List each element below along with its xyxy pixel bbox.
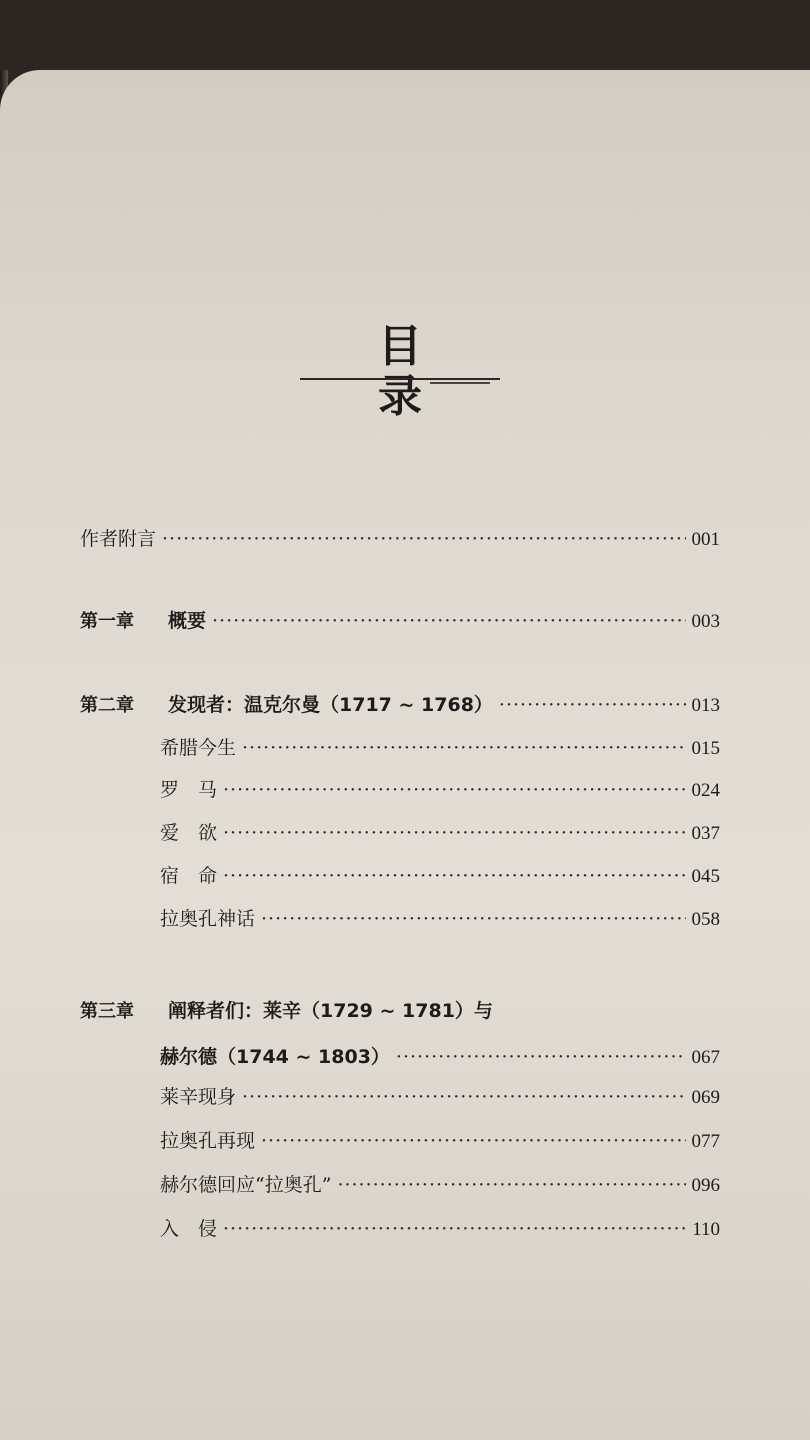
toc-entry-section[interactable] — [160, 773, 720, 807]
toc-page-number: 110 — [692, 1219, 720, 1240]
dot-leader — [223, 859, 685, 893]
toc-entry-section[interactable] — [160, 1212, 720, 1246]
toc-page-number: 069 — [691, 1087, 720, 1108]
title-underline-accent — [430, 382, 490, 384]
toc-entry-title: 概要 — [168, 610, 207, 632]
toc-entry-title: 爱 欲 — [160, 822, 218, 844]
toc-page-number: 058 — [691, 909, 720, 930]
toc-entry-section[interactable] — [160, 1124, 720, 1158]
dot-leader — [242, 731, 685, 765]
toc-entry-title: 拉奥孔再现 — [160, 1130, 256, 1152]
toc-entry-title: 罗 马 — [160, 779, 218, 801]
toc-entry-title: 希腊今生 — [160, 737, 237, 759]
toc-entry-section[interactable] — [160, 731, 720, 765]
toc-entry-title: 莱辛现身 — [160, 1086, 237, 1108]
dot-leader — [261, 902, 685, 936]
dot-leader — [337, 1168, 685, 1202]
toc-page-number: 067 — [691, 1047, 720, 1068]
toc-entry-chapter-2[interactable] — [80, 688, 720, 722]
toc-entry-section[interactable] — [160, 1168, 720, 1202]
chapter-number: 第三章 — [80, 1001, 134, 1022]
dot-leader — [223, 773, 685, 807]
toc-entry-title: 发现者：温克尔曼（1717 ~ 1768） — [168, 694, 493, 716]
toc-entry-title: 作者附言 — [80, 528, 157, 550]
toc-page-number: 024 — [691, 780, 720, 801]
toc-page-number: 003 — [691, 611, 720, 632]
toc-page-number: 001 — [691, 529, 720, 550]
title-underline — [300, 378, 500, 380]
toc-page-number: 037 — [691, 823, 720, 844]
dot-leader — [396, 1040, 686, 1074]
toc-page-number: 077 — [691, 1131, 720, 1152]
toc-entry-section[interactable] — [160, 816, 720, 850]
toc-entry-chapter-3-cont[interactable] — [160, 1040, 720, 1074]
toc-entry-title: 拉奥孔神话 — [160, 908, 256, 930]
toc-page-number: 013 — [691, 695, 720, 716]
chapter-number: 第一章 — [80, 611, 134, 632]
toc-entry-title: 入 侵 — [160, 1218, 218, 1240]
toc-entry-section[interactable] — [160, 859, 720, 893]
toc-entry-title: 阐释者们：莱辛（1729 ~ 1781）与 — [168, 1000, 493, 1022]
toc-entry-section[interactable] — [160, 1080, 720, 1114]
toc-entry-title: 赫尔德回应“拉奥孔” — [160, 1174, 332, 1196]
toc-page-number: 015 — [691, 738, 720, 759]
page-title: 目录 — [378, 321, 462, 422]
dot-leader — [242, 1080, 685, 1114]
toc-entry-section[interactable] — [160, 902, 720, 936]
toc-entry-title: 赫尔德（1744 ~ 1803） — [160, 1046, 390, 1068]
dot-leader — [261, 1124, 685, 1158]
dot-leader — [223, 816, 685, 850]
toc-entry-author-note[interactable] — [80, 522, 720, 556]
toc-entry-chapter-1[interactable] — [80, 604, 720, 638]
toc-entry-title: 宿 命 — [160, 865, 218, 887]
toc-entry-chapter-3[interactable] — [80, 994, 720, 1028]
toc-page-number: 045 — [691, 866, 720, 887]
chapter-number: 第二章 — [80, 695, 134, 716]
toc-page-number: 096 — [691, 1175, 720, 1196]
dot-leader — [162, 522, 685, 556]
toc-heading — [300, 322, 500, 422]
dot-leader — [212, 604, 685, 638]
dot-leader — [223, 1212, 686, 1246]
dot-leader — [499, 688, 686, 722]
